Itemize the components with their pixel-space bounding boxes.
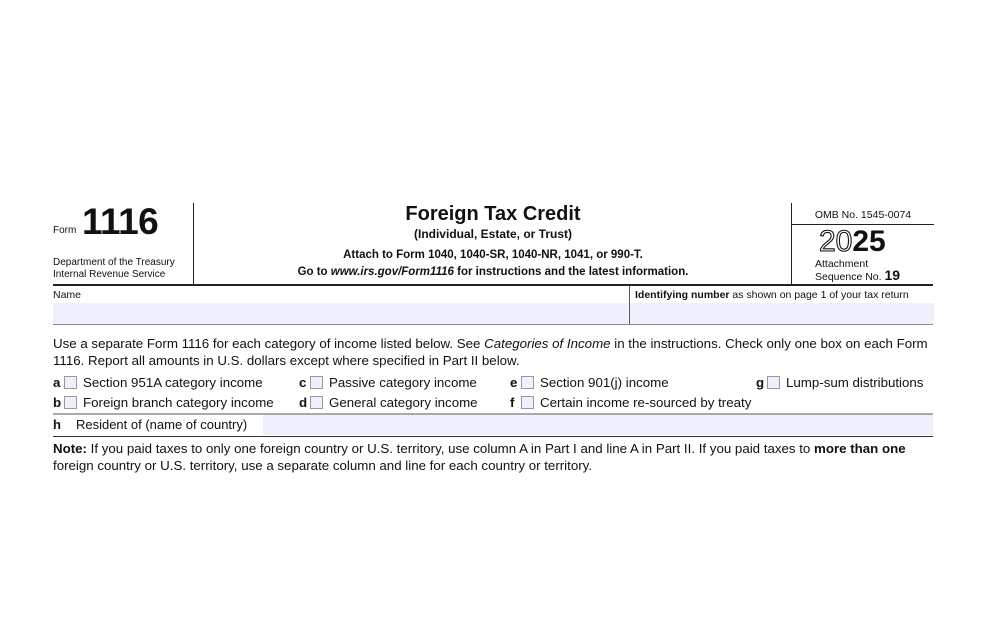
note: Note: If you paid taxes to only one foreign country or U.S. territory, use column A in Part I and line A in Part II. If you paid taxes to more than one foreign country or U.S. territory, use a separate column and line for each country or territory. xyxy=(53,441,906,473)
name-row xyxy=(53,286,933,325)
category-letter: g xyxy=(756,374,765,390)
category-e xyxy=(510,373,669,391)
omb-block xyxy=(791,203,934,284)
identifying-number-field[interactable] xyxy=(630,303,934,324)
omb-number: OMB No. 1545-0074 xyxy=(814,209,912,221)
form-1116 xyxy=(53,203,933,474)
name-field[interactable] xyxy=(53,303,628,324)
category-c xyxy=(299,373,477,391)
form-number: 1116 xyxy=(82,201,159,242)
category-letter: d xyxy=(299,394,308,410)
form-id-block xyxy=(53,203,194,284)
attachment-label: Attachment xyxy=(815,258,869,270)
year-bold: 25 xyxy=(852,225,886,258)
name-cell xyxy=(53,286,628,324)
category-b-checkbox[interactable] xyxy=(64,396,77,409)
category-letter: b xyxy=(53,394,62,410)
income-categories xyxy=(53,373,933,415)
category-f xyxy=(510,393,751,411)
category-label: General category income xyxy=(329,394,478,410)
category-label: Lump-sum distributions xyxy=(786,374,924,390)
category-label: Certain income re-sourced by treaty xyxy=(540,394,752,410)
attachment-sequence xyxy=(815,259,900,283)
identifying-number-cell xyxy=(629,286,934,324)
category-label: Foreign branch category income xyxy=(83,394,274,410)
category-letter: a xyxy=(53,374,61,390)
resident-country-field[interactable] xyxy=(263,415,933,435)
category-label: Section 951A category income xyxy=(83,374,263,390)
category-letter: f xyxy=(510,394,515,410)
category-label: Section 901(j) income xyxy=(540,374,669,390)
category-label: Passive category income xyxy=(329,374,477,390)
form-subtitle: (Individual, Estate, or Trust) xyxy=(413,227,573,241)
category-e-checkbox[interactable] xyxy=(521,376,534,389)
goto-prefix: Go to xyxy=(297,266,331,278)
goto-instruction xyxy=(194,266,792,278)
department xyxy=(53,257,175,281)
year-outline: 20 xyxy=(819,225,853,258)
category-d xyxy=(299,393,478,411)
department-line-1: Department of the Treasury xyxy=(53,257,175,268)
sequence-label: Sequence No. xyxy=(815,271,882,283)
category-b xyxy=(53,393,274,411)
resident-label: h Resident of (name of country) xyxy=(53,417,248,432)
attach-instruction: Attach to Form 1040, 1040-SR, 1040-NR, 1041, or 990-T. xyxy=(343,249,643,261)
category-g xyxy=(756,373,923,391)
category-instructions: Use a separate Form 1116 for each category of income listed below. See Categories of Income in the instructions. Check only one box on each Form 1116. Report all amounts in U.S. dollars except where specified in Part II below. xyxy=(53,336,928,368)
form-title: Foreign Tax Credit xyxy=(405,203,581,225)
name-label: Name xyxy=(53,289,82,301)
department-line-2: Internal Revenue Service xyxy=(53,269,166,280)
category-c-checkbox[interactable] xyxy=(310,376,323,389)
category-d-checkbox[interactable] xyxy=(310,396,323,409)
form-word: Form xyxy=(53,225,77,236)
goto-suffix: for instructions and the latest information. xyxy=(453,266,689,278)
form-header xyxy=(53,203,933,286)
tax-year xyxy=(819,225,886,259)
category-a xyxy=(53,373,263,391)
category-f-checkbox[interactable] xyxy=(521,396,534,409)
title-block xyxy=(194,203,792,284)
category-a-checkbox[interactable] xyxy=(64,376,77,389)
identifying-number-label: Identifying number as shown on page 1 of your tax return xyxy=(635,289,909,301)
resident-row xyxy=(53,415,933,437)
sequence-number: 19 xyxy=(884,267,901,283)
category-letter: c xyxy=(299,374,307,390)
irs-link[interactable]: www.irs.gov/Form1116 xyxy=(330,266,454,278)
category-g-checkbox[interactable] xyxy=(767,376,780,389)
category-letter: e xyxy=(510,374,518,390)
